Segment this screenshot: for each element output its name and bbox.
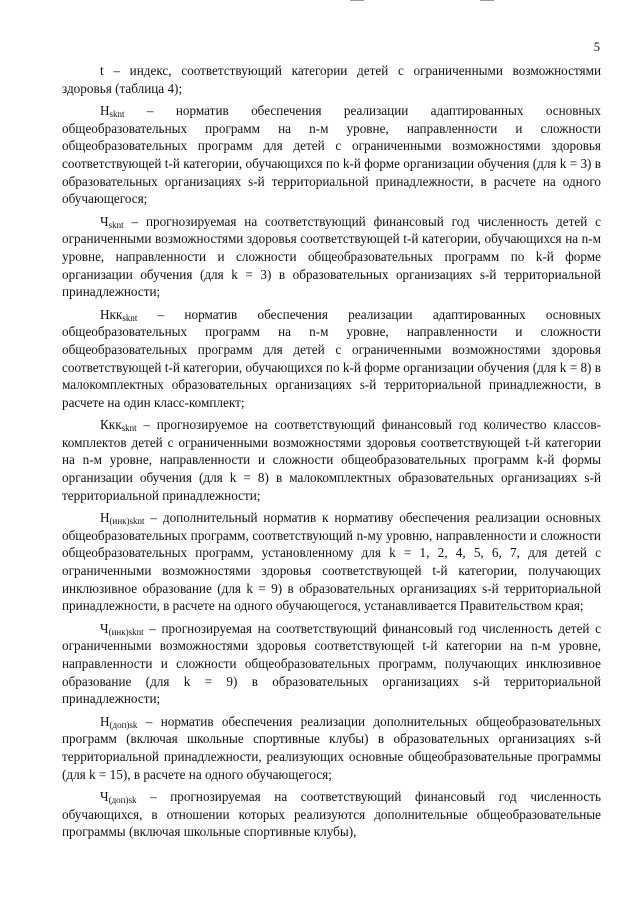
paragraph-text: – прогнозируемая на соответствующий финансовый год численность детей с ограниченными возможностями здоровья соответствующей t-й категории на n-м уровне, направленности и сложности общеобразовательных программ, получающих инклюзивное образование (для k = 9) в образовательных организациях s-й территориальной принадлежности; bbox=[62, 620, 601, 707]
paragraph bbox=[62, 713, 601, 783]
symbol: Ккк bbox=[100, 417, 122, 433]
paragraph-text: – прогнозируемая на соответствующий финансовый год численность детей с ограниченными возможностями здоровья соответствующей t-й категории, обучающихся на n-м уровне, направленности и сложности общеобразовательных программ по k-й форме организации обучения (для k = 3) в образовательных организациях s-й территориальной принадлежности; bbox=[62, 213, 601, 300]
symbol: t bbox=[100, 63, 104, 78]
top-edge-marks bbox=[350, 0, 510, 4]
symbol-subscript: (доп)sk bbox=[109, 719, 138, 730]
paragraph-text: – индекс, соответствующий категории детей с ограниченными возможностями здоровья (таблица 4); bbox=[62, 63, 601, 96]
paragraph-text: – прогнозируемая на соответствующий финансовый год численность обучающихся, в отношении которых реализуются дополнительные общеобразовательные программы (включая школьные спортивные клубы), bbox=[62, 789, 601, 840]
symbol: Н bbox=[100, 510, 110, 526]
symbol-subscript: (инк)sknt bbox=[108, 626, 144, 637]
symbol: Нкк bbox=[100, 306, 123, 322]
paragraph-text: – дополнительный норматив к нормативу обеспечения реализации основных общеобразовательных программ, соответствующий n-му уровню, направленности и сложности общеобразовательных программ, установленному для k = 1, 2, 4, 5, 6, 7, для детей с ограниченными возможностями здоровья соответствующей t-й категории, получающих инклюзивное образование (для k = 9) в образовательных организациях s-й территориальной принадлежности, в расчете на одного обучающегося, устанавливается Правительством края; bbox=[62, 510, 601, 614]
symbol-subscript: sknt bbox=[121, 423, 137, 434]
paragraph bbox=[62, 62, 601, 97]
symbol: Ч bbox=[100, 213, 109, 229]
symbol: Ч bbox=[100, 789, 109, 805]
page-number: 5 bbox=[593, 40, 600, 54]
paragraph bbox=[62, 102, 601, 208]
symbol-subscript: (инк)sknt bbox=[109, 516, 145, 527]
symbol-subscript: sknt bbox=[122, 312, 138, 323]
symbol: Ч bbox=[100, 620, 109, 636]
symbol: Н bbox=[100, 103, 110, 119]
paragraph-text: – норматив обеспечения реализации адаптированных основных общеобразовательных программ на n-м уровне, направленности и сложности общеобразовательных программ для детей с ограниченными возможностями здоровья соответствующей t-й категории, обучающихся по k-й форме организации обучения (для k = 8) в малокомплектных образовательных организациях s-й территориальной принадлежности, в расчете на один класс-комплект; bbox=[62, 306, 601, 410]
paragraph bbox=[62, 416, 601, 504]
paragraph bbox=[62, 306, 601, 412]
paragraph bbox=[62, 509, 601, 615]
symbol-subscript: (доп)sk bbox=[108, 795, 137, 806]
paragraph bbox=[62, 620, 601, 708]
paragraph bbox=[62, 788, 601, 841]
paragraph-text: – прогнозируемое на соответствующий финансовый год количество классов-комплектов детей с ограниченными возможностями здоровья соответствующей t-й категории на n-м уровне, направленности и сложности общеобразовательных программ k-й формы организации обучения (для k = 8) в малокомплектных образовательных организациях s-й территориальной принадлежности; bbox=[62, 417, 601, 503]
paragraph-text: – норматив обеспечения реализации адаптированных основных общеобразовательных программ на n-м уровне, направленности и сложности общеобразовательных программ для детей с ограниченными возможностями здоровья соответствующей t-й категории, обучающихся по k-й форме организации обучения (для k = 3) в образовательных организациях s-й территориальной принадлежности, в расчете на одного обучающегося; bbox=[62, 103, 601, 207]
paragraph bbox=[62, 213, 601, 301]
symbol-subscript: sknt bbox=[109, 109, 125, 120]
symbol: Н bbox=[100, 713, 110, 729]
symbol-subscript: sknt bbox=[108, 219, 124, 230]
paragraph-text: – норматив обеспечения реализации дополнительных общеобразовательных программ (включая школьные спортивные клубы) в образовательных организациях s-й территориальной принадлежности, реализующих основные общеобразовательные программы (для k = 15), в расчете на одного обучающегося; bbox=[62, 713, 601, 782]
body-text bbox=[62, 62, 601, 846]
